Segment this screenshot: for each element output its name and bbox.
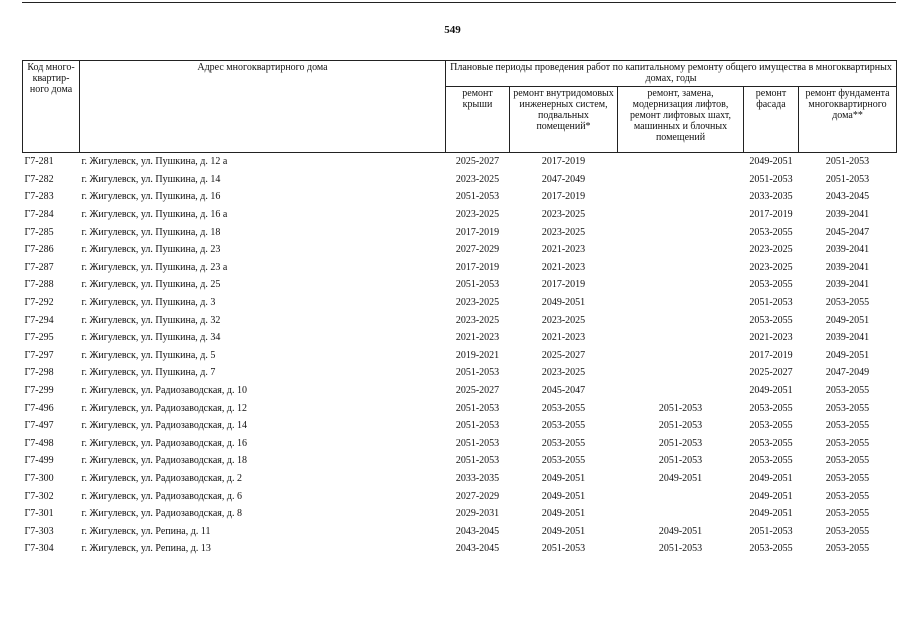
cell-code: Г7-498 — [24, 437, 54, 449]
cell-elevators — [618, 153, 744, 171]
table-row — [23, 294, 897, 312]
cell-address: г. Жигулевск, ул. Репина, д. 13 — [81, 543, 211, 555]
cell-foundation: 2053-2055 — [825, 402, 870, 414]
cell-roof: 2025-2027 — [455, 156, 500, 168]
cell-engineering: 2053-2055 — [541, 420, 586, 432]
cell-engineering: 2049-2051 — [541, 525, 586, 537]
cell-roof: 2043-2045 — [455, 543, 500, 555]
table-row — [23, 259, 897, 277]
cell-engineering: 2021-2023 — [541, 261, 586, 273]
cell-roof: 2021-2023 — [455, 332, 500, 344]
cell-roof: 2043-2045 — [455, 525, 500, 537]
table-row — [23, 470, 897, 488]
cell-foundation: 2039-2041 — [825, 332, 870, 344]
table-row — [23, 223, 897, 241]
cell-elevators: 2051-2053 — [658, 420, 703, 432]
cell-code: Г7-299 — [24, 385, 54, 397]
cell-foundation: 2039-2041 — [825, 244, 870, 256]
table-row — [23, 505, 897, 523]
cell-roof: 2027-2029 — [455, 490, 500, 502]
table-row — [23, 487, 897, 505]
cell-engineering: 2045-2047 — [541, 385, 586, 397]
cell-engineering: 2017-2019 — [541, 279, 586, 291]
cell-elevators — [618, 259, 744, 277]
cell-facade: 2049-2051 — [749, 472, 793, 484]
cell-facade: 2021-2023 — [749, 332, 793, 344]
cell-roof: 2027-2029 — [455, 244, 500, 256]
cell-code: Г7-295 — [24, 332, 54, 344]
cell-code: Г7-288 — [24, 279, 54, 291]
cell-facade: 2053-2055 — [749, 402, 793, 414]
cell-facade: 2053-2055 — [749, 420, 793, 432]
cell-address: г. Жигулевск, ул. Пушкина, д. 5 — [81, 349, 216, 361]
header-engineering: ремонт внутридомовых инженерных систем, подвальных помещений* — [510, 87, 618, 153]
table-row — [23, 347, 897, 365]
cell-foundation: 2047-2049 — [825, 367, 870, 379]
cell-facade: 2051-2053 — [749, 297, 793, 309]
header-periods: Плановые периоды проведения работ по капитальному ремонту общего имущества в многоквартирных домах, годы — [446, 61, 897, 87]
cell-foundation: 2053-2055 — [825, 472, 870, 484]
cell-code: Г7-499 — [24, 455, 54, 467]
header-roof: ремонт крыши — [446, 87, 510, 153]
table-row — [23, 311, 897, 329]
cell-facade: 2049-2051 — [749, 156, 793, 168]
cell-address: г. Жигулевск, ул. Пушкина, д. 14 — [81, 173, 221, 185]
cell-code: Г7-304 — [24, 543, 54, 555]
cell-code: Г7-496 — [24, 402, 54, 414]
cell-facade: 2053-2055 — [749, 279, 793, 291]
cell-elevators — [618, 311, 744, 329]
cell-engineering: 2021-2023 — [541, 332, 586, 344]
cell-elevators: 2049-2051 — [658, 525, 703, 537]
cell-facade: 2053-2055 — [749, 226, 793, 238]
cell-address: г. Жигулевск, ул. Радиозаводская, д. 14 — [81, 420, 247, 432]
cell-elevators: 2051-2053 — [658, 437, 703, 449]
cell-engineering: 2049-2051 — [541, 472, 586, 484]
cell-foundation: 2053-2055 — [825, 420, 870, 432]
table-row — [23, 540, 897, 558]
cell-engineering: 2053-2055 — [541, 455, 586, 467]
cell-facade: 2053-2055 — [749, 314, 793, 326]
cell-facade: 2051-2053 — [749, 173, 793, 185]
cell-code: Г7-300 — [24, 472, 54, 484]
cell-code: Г7-282 — [24, 173, 54, 185]
cell-foundation: 2045-2047 — [825, 226, 870, 238]
cell-address: г. Жигулевск, ул. Радиозаводская, д. 16 — [81, 437, 247, 449]
table-row — [23, 417, 897, 435]
cell-foundation: 2039-2041 — [825, 209, 870, 221]
table-row — [23, 171, 897, 189]
cell-address: г. Жигулевск, ул. Радиозаводская, д. 12 — [81, 402, 247, 414]
table-row — [23, 452, 897, 470]
cell-facade: 2033-2035 — [749, 191, 793, 203]
cell-foundation: 2053-2055 — [825, 525, 870, 537]
cell-code: Г7-297 — [24, 349, 54, 361]
cell-roof: 2051-2053 — [455, 420, 500, 432]
cell-code: Г7-286 — [24, 244, 54, 256]
cell-code: Г7-283 — [24, 191, 54, 203]
cell-code: Г7-303 — [24, 525, 54, 537]
repair-schedule-table — [22, 60, 897, 558]
cell-roof: 2025-2027 — [455, 385, 500, 397]
cell-facade: 2017-2019 — [749, 209, 793, 221]
cell-foundation: 2053-2055 — [825, 543, 870, 555]
cell-address: г. Жигулевск, ул. Радиозаводская, д. 8 — [81, 508, 242, 520]
cell-address: г. Жигулевск, ул. Радиозаводская, д. 6 — [81, 490, 242, 502]
header-elevators: ремонт, замена, модернизация лифтов, ремонт лифтовых шахт, машинных и блочных помещений — [618, 87, 744, 153]
cell-address: г. Жигулевск, ул. Пушкина, д. 12 а — [81, 156, 228, 168]
top-rule — [22, 2, 896, 3]
cell-code: Г7-284 — [24, 209, 54, 221]
cell-elevators — [618, 329, 744, 347]
cell-roof: 2017-2019 — [455, 226, 500, 238]
cell-address: г. Жигулевск, ул. Пушкина, д. 23 — [81, 244, 221, 256]
cell-code: Г7-285 — [24, 226, 54, 238]
cell-engineering: 2053-2055 — [541, 402, 586, 414]
cell-address: г. Жигулевск, ул. Пушкина, д. 16 — [81, 191, 221, 203]
table-row — [23, 522, 897, 540]
cell-engineering: 2049-2051 — [541, 297, 586, 309]
cell-foundation: 2053-2055 — [825, 490, 870, 502]
cell-address: г. Жигулевск, ул. Пушкина, д. 34 — [81, 332, 221, 344]
cell-engineering: 2053-2055 — [541, 437, 586, 449]
table-row — [23, 276, 897, 294]
table-row — [23, 188, 897, 206]
cell-address: г. Жигулевск, ул. Пушкина, д. 16 а — [81, 209, 228, 221]
cell-facade: 2049-2051 — [749, 490, 793, 502]
cell-roof: 2051-2053 — [455, 367, 500, 379]
table-row — [23, 241, 897, 259]
cell-engineering: 2023-2025 — [541, 314, 586, 326]
cell-roof: 2051-2053 — [455, 437, 500, 449]
cell-elevators — [618, 364, 744, 382]
cell-address: г. Жигулевск, ул. Пушкина, д. 7 — [81, 367, 216, 379]
cell-facade: 2051-2053 — [749, 525, 793, 537]
table-row — [23, 329, 897, 347]
cell-foundation: 2053-2055 — [825, 508, 870, 520]
cell-code: Г7-302 — [24, 490, 54, 502]
cell-code: Г7-294 — [24, 314, 54, 326]
cell-facade: 2053-2055 — [749, 543, 793, 555]
cell-code: Г7-292 — [24, 297, 54, 309]
table-row — [23, 206, 897, 224]
cell-address: г. Жигулевск, ул. Пушкина, д. 18 — [81, 226, 221, 238]
cell-engineering: 2047-2049 — [541, 173, 586, 185]
cell-elevators — [618, 206, 744, 224]
cell-engineering: 2051-2053 — [541, 543, 586, 555]
cell-roof: 2023-2025 — [455, 314, 500, 326]
cell-address: г. Жигулевск, ул. Пушкина, д. 3 — [81, 297, 216, 309]
cell-facade: 2053-2055 — [749, 455, 793, 467]
cell-elevators — [618, 241, 744, 259]
cell-elevators — [618, 188, 744, 206]
cell-roof: 2051-2053 — [455, 402, 500, 414]
cell-foundation: 2053-2055 — [825, 385, 870, 397]
cell-address: г. Жигулевск, ул. Радиозаводская, д. 10 — [81, 385, 247, 397]
cell-engineering: 2023-2025 — [541, 367, 586, 379]
cell-foundation: 2039-2041 — [825, 279, 870, 291]
page-number: 549 — [444, 24, 461, 36]
cell-elevators: 2051-2053 — [658, 455, 703, 467]
cell-engineering: 2049-2051 — [541, 508, 586, 520]
cell-address: г. Жигулевск, ул. Радиозаводская, д. 18 — [81, 455, 247, 467]
cell-elevators — [618, 487, 744, 505]
cell-elevators — [618, 294, 744, 312]
cell-engineering: 2017-2019 — [541, 156, 586, 168]
cell-foundation: 2049-2051 — [825, 314, 870, 326]
cell-engineering: 2049-2051 — [541, 490, 586, 502]
cell-foundation: 2051-2053 — [825, 173, 870, 185]
cell-elevators: 2051-2053 — [658, 402, 703, 414]
cell-elevators — [618, 347, 744, 365]
cell-facade: 2053-2055 — [749, 437, 793, 449]
cell-roof: 2019-2021 — [455, 349, 500, 361]
cell-roof: 2051-2053 — [455, 455, 500, 467]
header-code: Код много-квартир-ного дома — [23, 61, 80, 153]
cell-address: г. Жигулевск, ул. Пушкина, д. 32 — [81, 314, 221, 326]
cell-elevators — [618, 382, 744, 400]
cell-code: Г7-281 — [24, 156, 54, 168]
cell-facade: 2023-2025 — [749, 261, 793, 273]
cell-foundation: 2051-2053 — [825, 156, 870, 168]
table-row — [23, 435, 897, 453]
cell-engineering: 2023-2025 — [541, 209, 586, 221]
cell-foundation: 2053-2055 — [825, 437, 870, 449]
cell-code: Г7-287 — [24, 261, 54, 273]
cell-address: г. Жигулевск, ул. Пушкина, д. 23 а — [81, 261, 228, 273]
cell-address: г. Жигулевск, ул. Радиозаводская, д. 2 — [81, 472, 242, 484]
cell-engineering: 2021-2023 — [541, 244, 586, 256]
cell-engineering: 2017-2019 — [541, 191, 586, 203]
cell-facade: 2049-2051 — [749, 508, 793, 520]
cell-foundation: 2053-2055 — [825, 297, 870, 309]
cell-elevators — [618, 223, 744, 241]
cell-code: Г7-301 — [24, 508, 54, 520]
cell-engineering: 2023-2025 — [541, 226, 586, 238]
table-body — [23, 153, 897, 558]
table-row — [23, 153, 897, 171]
cell-roof: 2029-2031 — [455, 508, 500, 520]
cell-roof: 2017-2019 — [455, 261, 500, 273]
cell-roof: 2051-2053 — [455, 191, 500, 203]
cell-address: г. Жигулевск, ул. Пушкина, д. 25 — [81, 279, 221, 291]
cell-roof: 2033-2035 — [455, 472, 500, 484]
cell-elevators — [618, 276, 744, 294]
header-facade: ремонт фасада — [744, 87, 799, 153]
table-row — [23, 364, 897, 382]
cell-facade: 2023-2025 — [749, 244, 793, 256]
header-address: Адрес многоквартирного дома — [80, 61, 446, 153]
cell-foundation: 2049-2051 — [825, 349, 870, 361]
cell-roof: 2023-2025 — [455, 173, 500, 185]
cell-code: Г7-298 — [24, 367, 54, 379]
table-row — [23, 399, 897, 417]
cell-facade: 2025-2027 — [749, 367, 793, 379]
cell-foundation: 2039-2041 — [825, 261, 870, 273]
cell-roof: 2023-2025 — [455, 297, 500, 309]
cell-facade: 2017-2019 — [749, 349, 793, 361]
cell-elevators — [618, 505, 744, 523]
cell-foundation: 2053-2055 — [825, 455, 870, 467]
cell-address: г. Жигулевск, ул. Репина, д. 11 — [81, 525, 211, 537]
cell-code: Г7-497 — [24, 420, 54, 432]
cell-engineering: 2025-2027 — [541, 349, 586, 361]
cell-elevators — [618, 171, 744, 189]
cell-elevators: 2051-2053 — [658, 543, 703, 555]
cell-foundation: 2043-2045 — [825, 191, 870, 203]
cell-roof: 2051-2053 — [455, 279, 500, 291]
cell-elevators: 2049-2051 — [658, 472, 703, 484]
table-row — [23, 382, 897, 400]
header-foundation: ремонт фундамента многоквартирного дома** — [799, 87, 897, 153]
cell-facade: 2049-2051 — [749, 385, 793, 397]
cell-roof: 2023-2025 — [455, 209, 500, 221]
